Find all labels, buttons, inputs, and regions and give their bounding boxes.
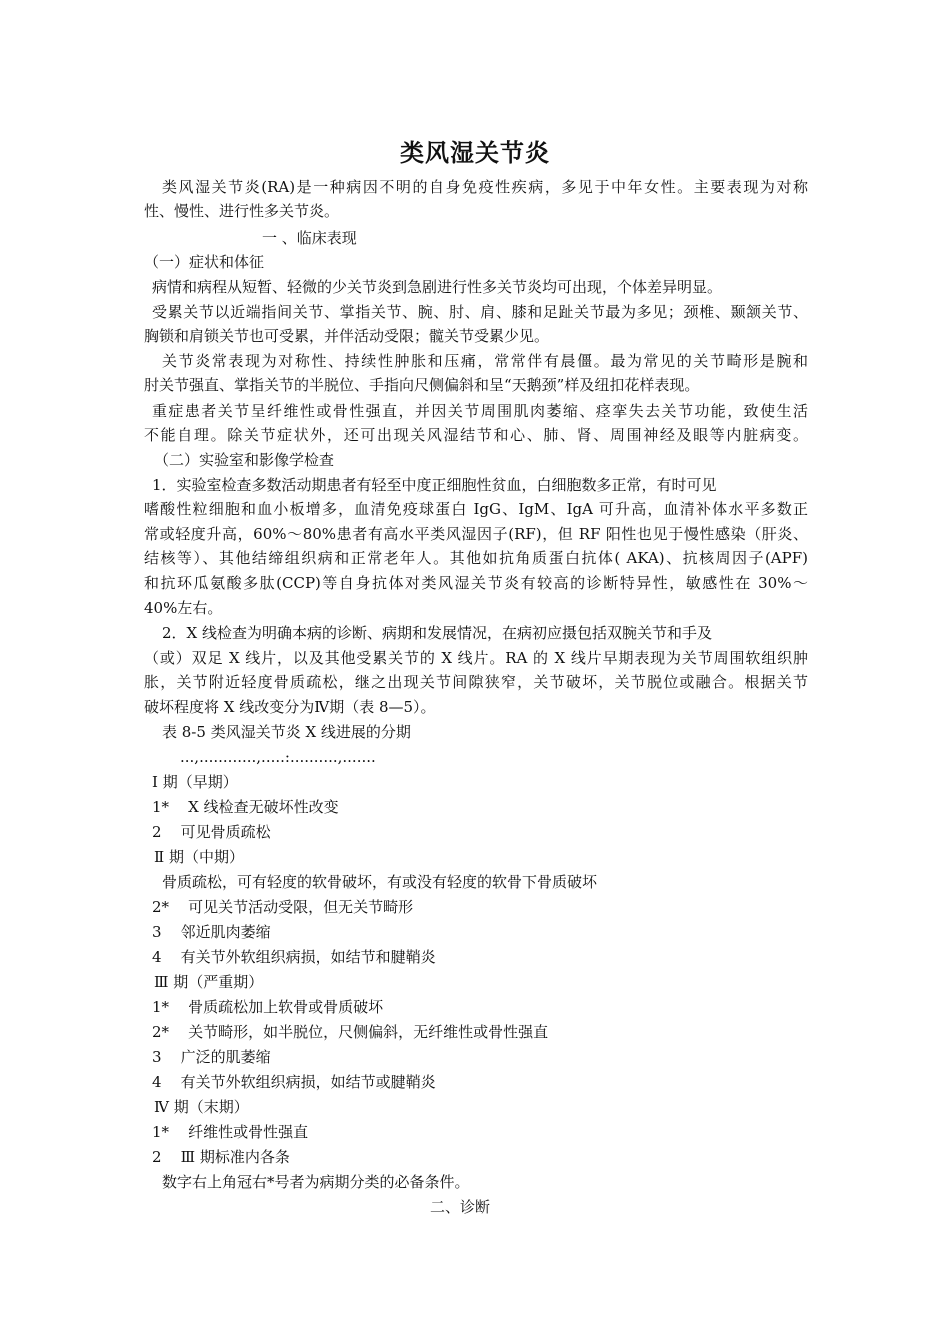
xray-line-4: 破坏程度将 X 线改变分为Ⅳ期（表 8—5）。 (144, 698, 436, 716)
lab-line-1: 1．实验室检查多数活动期患者有轻至中度正细胞性贫血，白细胞数多正常，有时可见 (152, 476, 717, 494)
stage-3-heading: Ⅲ 期（严重期） (154, 973, 264, 991)
stage-4-item-1: 1* 纤维性或骨性强直 (152, 1123, 309, 1141)
stage-2-item-1: 骨质疏松，可有轻度的软骨破坏，有或没有轻度的软骨下骨质破坏 (162, 873, 598, 891)
symptoms-line-3: 胸锁和肩锁关节也可受累，并伴活动受限；髋关节受累少见。 (144, 327, 550, 345)
stage-4-item-2: 2 Ⅲ 期标准内各条 (152, 1148, 290, 1166)
symptoms-line-4: 关节炎常表现为对称性、持续性肿胀和压痛，常常伴有晨僵。最为常见的关节畸形是腕和 (162, 352, 808, 370)
symptoms-line-5: 肘关节强直、掌指关节的半脱位、手指向尺侧偏斜和呈“天鹅颈”样及纽扣花样表现。 (144, 376, 700, 394)
xray-line-2: （或）双足 X 线片，以及其他受累关节的 X 线片。RA 的 X 线片早期表现为关节周围软组织肿 (144, 649, 808, 667)
intro-line-2: 性、慢性、进行性多关节炎。 (144, 202, 340, 220)
stage-1-item-1: 1* X 线检查无破坏性改变 (152, 798, 339, 816)
symptoms-line-6: 重症患者关节呈纤维性或骨性强直，并因关节周围肌肉萎缩、痉挛失去关节功能，致使生活 (152, 402, 808, 420)
table-caption: 表 8-5 类风湿关节炎 X 线进展的分期 (162, 723, 411, 741)
lab-line-3: 常或轻度升高，60%～80%患者有高水平类风湿因子(RF)，但 RF 阳性也见于慢性感染（肝炎、 (144, 525, 808, 543)
document-title: 类风湿关节炎 (400, 138, 550, 167)
stage-3-item-1: 1* 骨质疏松加上软骨或骨质破坏 (152, 998, 384, 1016)
subsection-heading-lab: （二）实验室和影像学检查 (154, 451, 335, 469)
lab-line-2: 嗜酸性粒细胞和血小板增多，血清免疫球蛋白 IgG、IgM、IgA 可升高，血清补体水平多数正 (144, 500, 808, 518)
symptoms-line-2: 受累关节以近端指间关节、掌指关节、腕、肘、肩、膝和足趾关节最为多见；颈椎、颞颔关节、 (152, 303, 808, 321)
lab-line-6: 40%左右。 (144, 599, 223, 617)
table-footnote: 数字右上角冠右*号者为病期分类的必备条件。 (162, 1173, 470, 1191)
stage-2-heading: Ⅱ 期（中期） (154, 848, 244, 866)
xray-line-1: 2．X 线检查为明确本病的诊断、病期和发展情况，在病初应摄包括双腕关节和手及 (162, 624, 712, 642)
stage-2-item-3: 3 邻近肌肉萎缩 (152, 923, 271, 941)
stage-1-item-2: 2 可见骨质疏松 (152, 823, 271, 841)
stage-1-heading: I 期（早期） (152, 773, 238, 791)
lab-line-5: 和抗环瓜氨酸多肽(CCP)等自身抗体对类风湿关节炎有较高的诊断特异性，敏感性在 30%～ (144, 574, 808, 592)
xray-line-3: 胀，关节附近轻度骨质疏松，继之出现关节间隙狭窄，关节破坏，关节脱位或融合。根据关节 (144, 673, 808, 691)
stage-2-item-2: 2* 可见关节活动受限，但无关节畸形 (152, 898, 414, 916)
section-heading-clinical: 一 、临床表现 (262, 229, 357, 247)
lab-line-4: 结核等）、其他结缔组织病和正常老年人。其他如抗角质蛋白抗体( AKA)、抗核周因子(APF) (144, 549, 808, 567)
intro-line-1: 类风湿关节炎(RA)是一种病因不明的自身免疫性疾病，多见于中年女性。主要表现为对称 (162, 178, 808, 196)
stage-3-item-3: 3 广泛的肌萎缩 (152, 1048, 271, 1066)
stage-3-item-2: 2* 关节畸形，如半脱位，尺侧偏斜，无纤维性或骨性强直 (152, 1023, 549, 1041)
stage-2-item-4: 4 有关节外软组织病损，如结节和腱鞘炎 (152, 948, 436, 966)
subsection-heading-symptoms: （一）症状和体征 (144, 253, 265, 271)
symptoms-line-1: 病情和病程从短暂、轻微的少关节炎到急剧进行性多关节炎均可出现，个体差异明显。 (152, 278, 723, 296)
stage-4-heading: Ⅳ 期（末期） (154, 1098, 249, 1116)
symptoms-line-7: 不能自理。除关节症状外，还可出现关风湿结节和心、肺、肾、周围神经及眼等内脏病变。 (144, 426, 808, 444)
table-dots-rule: ...,............,.....:..........,....... (180, 748, 376, 766)
stage-3-item-4: 4 有关节外软组织病损，如结节或腱鞘炎 (152, 1073, 436, 1091)
section-heading-diagnosis: 二、诊断 (430, 1198, 491, 1216)
